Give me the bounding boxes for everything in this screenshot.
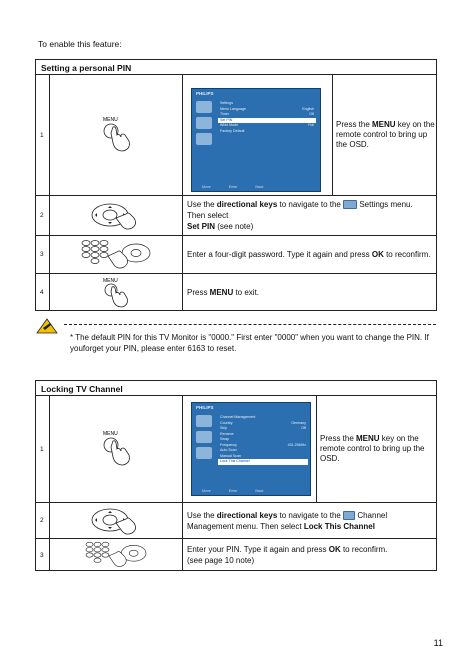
osd-menu-item-label: Wide Mode bbox=[220, 123, 239, 127]
menu-key-label: MENU bbox=[103, 117, 118, 123]
pin-table-title: Setting a personal PIN bbox=[36, 60, 436, 75]
osd-footer-enter: Enter bbox=[228, 489, 238, 493]
osd-menu-item-label: Manual Scan bbox=[220, 453, 241, 458]
text-bold: MENU bbox=[372, 120, 396, 129]
text-part: Press the bbox=[336, 120, 373, 129]
page-number: 11 bbox=[433, 638, 443, 648]
table-row bbox=[36, 396, 436, 503]
step-number: 2 bbox=[36, 503, 50, 538]
osd-icon-column bbox=[196, 415, 218, 463]
step-text: Enter a four-digit password. Type it again and press OK to reconfirm. bbox=[187, 250, 431, 259]
number-keys-icon bbox=[50, 236, 183, 273]
menu-hand-icon bbox=[50, 75, 183, 195]
directional-keys-icon bbox=[50, 503, 183, 538]
osd-menu-item-label: Rename bbox=[220, 431, 234, 436]
pin-table bbox=[35, 59, 437, 311]
osd-footer-move: Move bbox=[202, 185, 211, 189]
osd-footer-move: Move bbox=[202, 489, 211, 493]
step-number: 2 bbox=[36, 196, 50, 235]
osd-footer bbox=[202, 489, 263, 493]
warning-icon bbox=[36, 318, 58, 334]
number-keys-icon bbox=[50, 539, 183, 571]
table-row bbox=[36, 539, 436, 571]
osd-menu-item-label: Auto Scan bbox=[220, 448, 237, 452]
table-row bbox=[36, 196, 436, 236]
osd-brand: PHILIPS bbox=[196, 91, 214, 96]
osd-settings-screenshot bbox=[183, 75, 333, 195]
osd-menu-item-label: Timer bbox=[220, 112, 230, 116]
table-row bbox=[36, 75, 436, 196]
step-text: Use the directional keys to navigate to the Settings menu. Then select Set PIN (see note) bbox=[187, 200, 413, 231]
pin-note: * The default PIN for this TV Monitor is "0000." First enter "0000" when you want to change the PIN. If youforget your PIN, please enter 6163 to reset. bbox=[70, 333, 429, 353]
osd-panel bbox=[191, 402, 311, 496]
osd-icon-column bbox=[196, 101, 218, 149]
osd-menu-item-label: Set PIN bbox=[220, 117, 233, 122]
step-text: Press MENU to exit. bbox=[187, 288, 260, 297]
osd-menu-item-label: Frequency bbox=[220, 442, 237, 447]
channel-menu-icon bbox=[343, 511, 355, 520]
osd-footer bbox=[202, 185, 263, 189]
osd-menu-item-value: Germany bbox=[291, 420, 306, 425]
picture-icon bbox=[196, 101, 212, 113]
audio-icon bbox=[196, 431, 212, 443]
osd-menu-item bbox=[218, 459, 308, 465]
osd-footer-back: Back bbox=[255, 185, 264, 189]
step-number: 1 bbox=[36, 75, 50, 195]
directional-keys-icon bbox=[50, 196, 183, 235]
step-text bbox=[333, 75, 436, 195]
osd-menu-item-label: Lock This Channel bbox=[220, 459, 250, 463]
step-number: 1 bbox=[36, 396, 50, 502]
osd-menu-item-value: Off bbox=[301, 426, 306, 430]
osd-menu-item-label: Settings bbox=[220, 101, 233, 105]
step-text: Use the directional keys to navigate to the Channel Management menu. Then select Lock This Channel bbox=[187, 510, 388, 531]
osd-footer-back: Back bbox=[255, 489, 264, 493]
osd-menu-item bbox=[218, 129, 316, 135]
osd-menu-item-value: Full bbox=[308, 123, 314, 127]
features-icon bbox=[196, 447, 212, 459]
osd-brand: PHILIPS bbox=[196, 405, 214, 410]
osd-menu-item-label: Skip bbox=[220, 426, 227, 430]
osd-menu-item-label: Channel Management bbox=[220, 415, 256, 419]
osd-panel bbox=[191, 88, 321, 192]
step-number: 4 bbox=[36, 274, 50, 311]
menu-key-label: MENU bbox=[103, 277, 118, 284]
osd-menu-item-value: Off bbox=[309, 112, 314, 116]
menu-hand-icon bbox=[50, 274, 183, 311]
features-icon bbox=[196, 133, 212, 145]
menu-hand-icon bbox=[50, 396, 183, 502]
osd-menu-item-label: Swap bbox=[220, 437, 229, 441]
step-text: Enter your PIN. Type it again and press OK to reconfirm. (see page 10 note) bbox=[187, 545, 388, 565]
lock-table-title: Locking TV Channel bbox=[36, 381, 436, 396]
osd-channel-screenshot bbox=[183, 396, 317, 502]
table-row bbox=[36, 236, 436, 274]
osd-menu-item-label: Menu Language bbox=[220, 106, 246, 111]
text-part: key on the remote control to bring up the OSD. bbox=[336, 120, 435, 149]
settings-menu-icon bbox=[343, 200, 357, 209]
osd-menu-list bbox=[218, 415, 308, 465]
picture-icon bbox=[196, 415, 212, 427]
step-number: 3 bbox=[36, 539, 50, 571]
osd-menu-item-label: Factory Default bbox=[220, 128, 245, 133]
osd-menu-item-label: Country bbox=[220, 420, 233, 425]
table-row bbox=[36, 503, 436, 539]
note-divider bbox=[64, 324, 436, 325]
menu-key-label: MENU bbox=[103, 431, 118, 437]
osd-menu-list bbox=[218, 101, 316, 134]
table-row bbox=[36, 274, 436, 311]
osd-footer-enter: Enter bbox=[228, 185, 238, 189]
step-number: 3 bbox=[36, 236, 50, 273]
lock-channel-table bbox=[35, 380, 437, 571]
intro-text: To enable this feature: bbox=[38, 39, 122, 49]
audio-icon bbox=[196, 117, 212, 129]
step-text: Press the MENU key on the remote control to bring up the OSD. bbox=[320, 434, 425, 463]
osd-menu-item-value: 431.25MHz bbox=[287, 442, 306, 447]
osd-menu-item-value: English bbox=[302, 106, 314, 111]
